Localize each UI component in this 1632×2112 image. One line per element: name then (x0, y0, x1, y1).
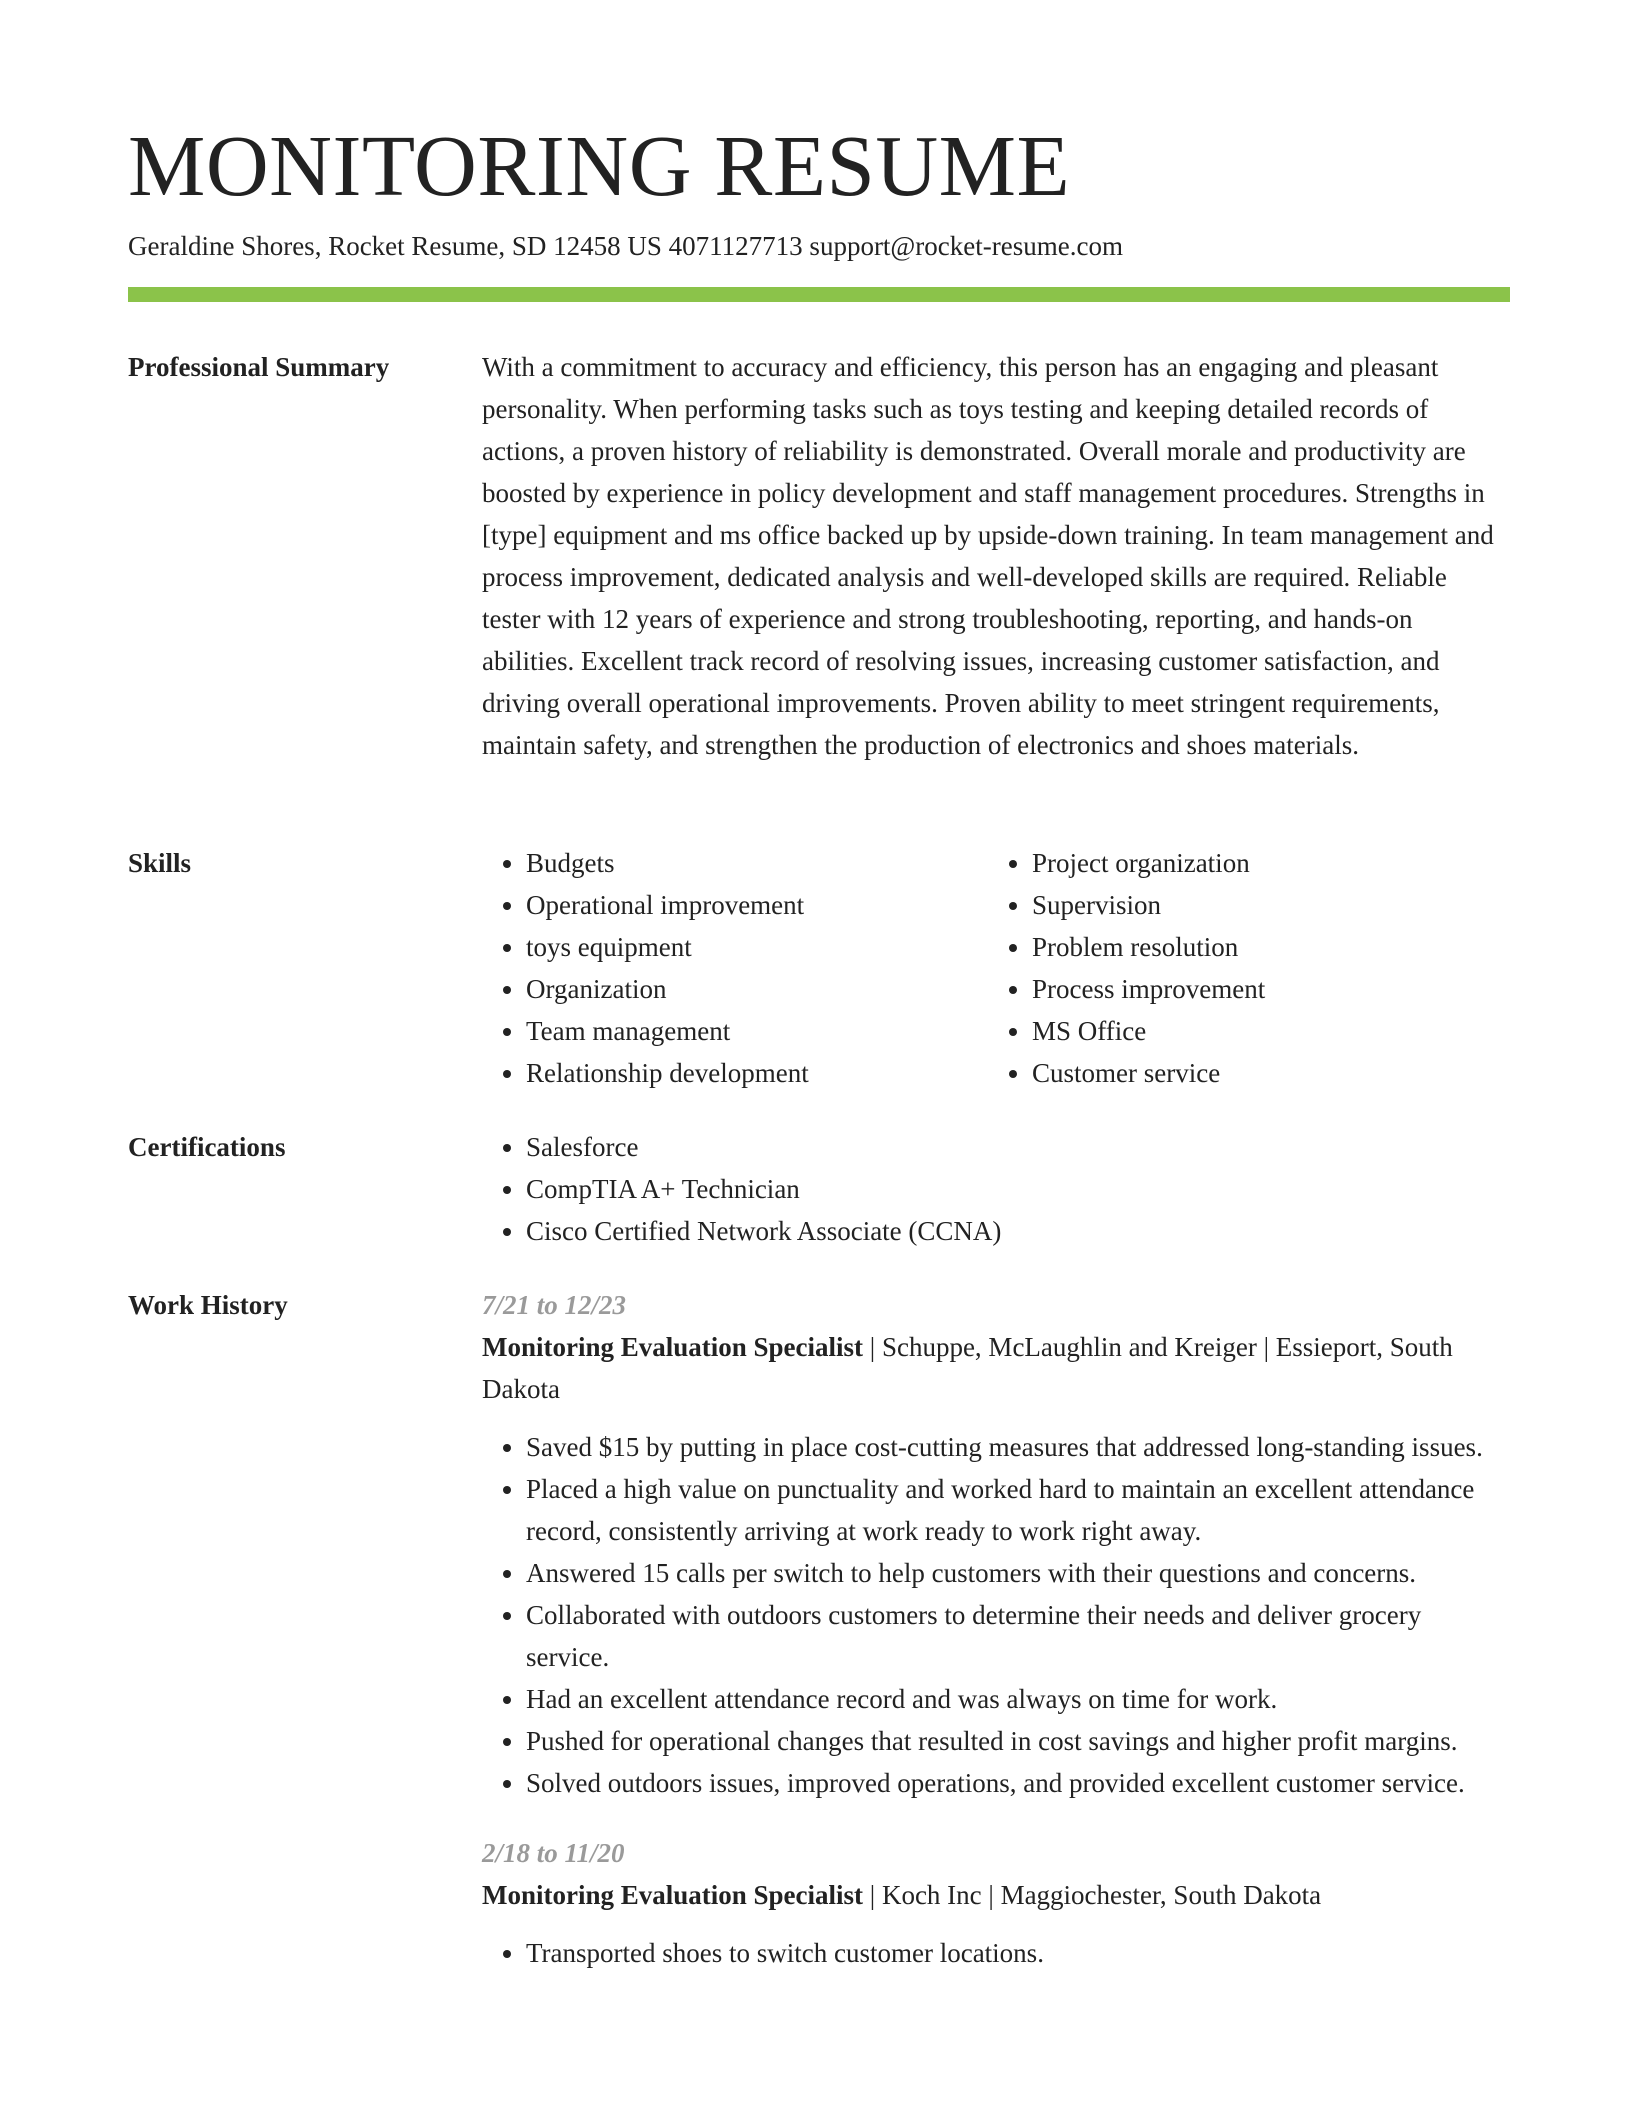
skill-item: • Problem resolution (1032, 926, 1494, 968)
job-dates: 2/18 to 11/20 (482, 1838, 625, 1868)
skill-item: • MS Office (1032, 1010, 1494, 1052)
job-entry (482, 1832, 1510, 1974)
job-bullet: • Pushed for operational changes that resulted in cost savings and higher profit margins. (526, 1720, 1510, 1762)
resume-title: MONITORING RESUME (128, 117, 1071, 214)
skill-item: • Organization (526, 968, 988, 1010)
job-bullet: • Saved $15 by putting in place cost-cutting measures that addressed long-standing issues. (526, 1426, 1510, 1468)
skill-item: • Operational improvement (526, 884, 988, 926)
work-history-label: Work History (128, 1290, 288, 1320)
job-bullet: • Answered 15 calls per switch to help customers with their questions and concerns. (526, 1552, 1510, 1594)
certification-item: • Salesforce (526, 1126, 1510, 1168)
job-bullet: • Collaborated with outdoors customers to determine their needs and deliver grocery service. (526, 1594, 1510, 1678)
skills-list-left (482, 842, 988, 1094)
job-bullets (482, 1426, 1510, 1804)
contact-line: Geraldine Shores, Rocket Resume, SD 12458 US 4071127713 support@rocket-resume.com (128, 231, 1123, 261)
skill-item: • Relationship development (526, 1052, 988, 1094)
summary-body (482, 346, 1510, 766)
work-history-body (482, 1284, 1510, 1992)
summary-label: Professional Summary (128, 352, 390, 382)
certification-item: • Cisco Certified Network Associate (CCNA) (526, 1210, 1510, 1252)
job-bullet: • Had an excellent attendance record and was always on time for work. (526, 1678, 1510, 1720)
skill-item: • Project organization (1032, 842, 1494, 884)
skill-item: • Team management (526, 1010, 988, 1052)
skills-body (482, 842, 1510, 1094)
skill-item: • Process improvement (1032, 968, 1494, 1010)
job-entry (482, 1284, 1510, 1804)
job-bullets (482, 1932, 1510, 1974)
job-title: Monitoring Evaluation Specialist (482, 1880, 864, 1910)
skills-column-right (988, 842, 1494, 1094)
certifications-body (482, 1126, 1510, 1252)
skill-item: • Budgets (526, 842, 988, 884)
job-details: | Koch Inc | Maggiochester, South Dakota (863, 1880, 1322, 1910)
job-bullet: • Solved outdoors issues, improved operations, and provided excellent customer service. (526, 1762, 1510, 1804)
skills-label: Skills (128, 848, 192, 878)
skills-column-left (482, 842, 988, 1094)
skill-item: • Customer service (1032, 1052, 1494, 1094)
job-bullet: • Placed a high value on punctuality and worked hard to maintain an excellent attendance record, consistently arriving at work ready to work right away. (526, 1468, 1510, 1552)
summary-text: With a commitment to accuracy and efficiency, this person has an engaging and pleasant personality. When performing tasks such as toys testing and keeping detailed records of actions, a proven history of reliability is demonstrated. Overall morale and productivity are boosted by experience in policy development and staff management procedures. Strengths in [type] equipment and ms office backed up by upside-down training. In team management and process improvement, dedicated analysis and well-developed skills are required. Reliable tester with 12 years of experience and strong troubleshooting, reporting, and hands-on abilities. Excellent track record of resolving issues, increasing customer satisfaction, and driving overall operational improvements. Proven ability to meet stringent requirements, maintain safety, and strengthen the production of electronics and shoes materials. (482, 352, 1494, 760)
certifications-list (482, 1126, 1510, 1252)
skill-item: • toys equipment (526, 926, 988, 968)
certifications-label: Certifications (128, 1132, 286, 1162)
skills-list-right (988, 842, 1494, 1094)
certification-item: • CompTIA A+ Technician (526, 1168, 1510, 1210)
job-header (482, 1874, 1510, 1916)
job-details: | Schuppe, McLaughlin and Kreiger | Essieport, South Dakota (482, 1332, 1453, 1404)
job-header (482, 1326, 1510, 1410)
job-dates: 7/21 to 12/23 (482, 1290, 627, 1320)
skill-item: • Supervision (1032, 884, 1494, 926)
job-bullet: • Transported shoes to switch customer locations. (526, 1932, 1510, 1974)
job-title: Monitoring Evaluation Specialist (482, 1332, 864, 1362)
header-divider (128, 287, 1510, 302)
